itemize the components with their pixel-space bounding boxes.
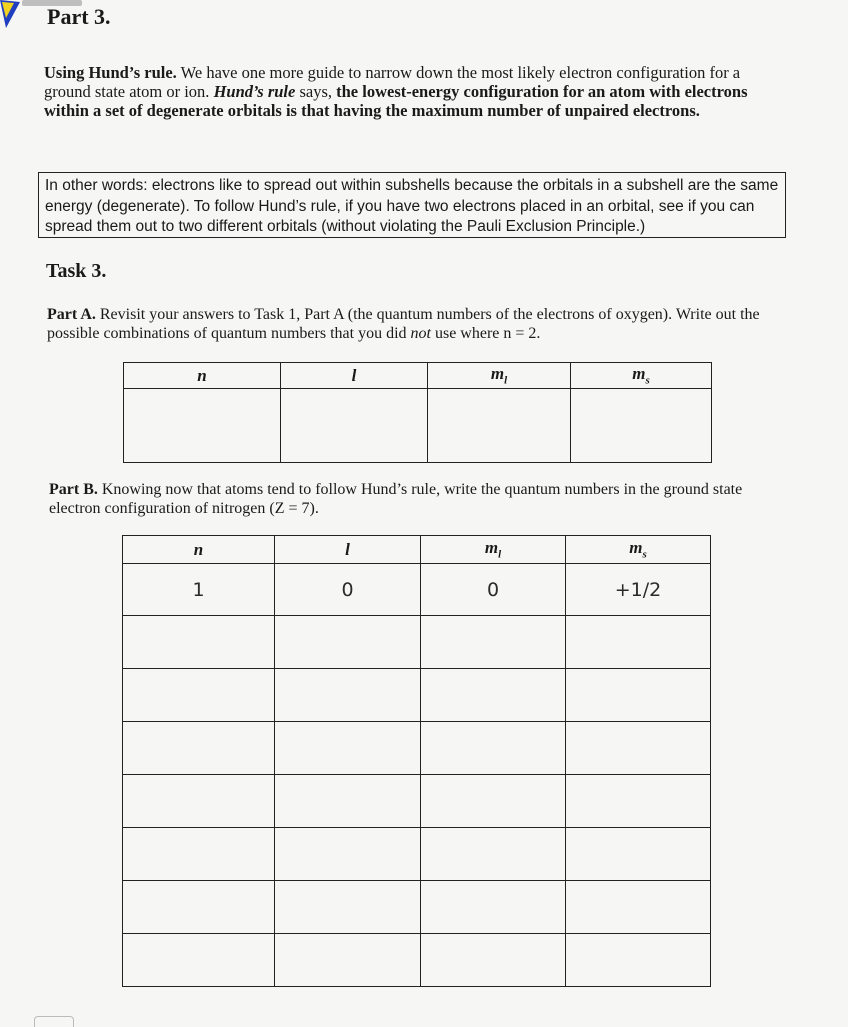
part-b-row-5 xyxy=(123,775,711,828)
part-b-row-6 xyxy=(123,828,711,881)
part-b-cell-n[interactable] xyxy=(123,669,275,722)
part-a-header-row xyxy=(124,363,712,389)
part-b-cell-n[interactable] xyxy=(123,775,275,828)
part-b-cell-ms[interactable] xyxy=(566,828,711,881)
part-b-table xyxy=(122,535,711,987)
part-b-cell-ml[interactable] xyxy=(421,775,566,828)
part-b-row-1 xyxy=(123,564,711,616)
part-b-cell-ms[interactable] xyxy=(566,881,711,934)
part-a-table xyxy=(123,362,712,463)
part-a-cell-n[interactable] xyxy=(124,389,281,463)
part-b-cell-l[interactable] xyxy=(275,934,421,987)
part-b-text-1: Knowing now that atoms tend to follow Hund’s rule, write the quantum numbers in the ground state electron configuration of nitrogen (Z = 7). xyxy=(49,481,743,517)
part-b-cell-ml[interactable] xyxy=(421,616,566,669)
part-b-cell-n[interactable] xyxy=(123,828,275,881)
part-b-cell-l[interactable] xyxy=(275,775,421,828)
part-a-label: Part A. xyxy=(47,306,96,323)
part-a-cell-l[interactable] xyxy=(281,389,428,463)
part-b-row-7 xyxy=(123,881,711,934)
header-ms: $m_s$ xyxy=(571,363,712,389)
part-b-cell-l[interactable] xyxy=(275,881,421,934)
part-a-emph: not xyxy=(410,325,431,342)
intro-text-2: says, xyxy=(295,82,337,101)
part-b-label: Part B. xyxy=(49,481,98,498)
part-b-cell-n[interactable] xyxy=(123,722,275,775)
part-a-cell-ml[interactable] xyxy=(428,389,571,463)
part-b-cell-ms[interactable] xyxy=(566,669,711,722)
part-a-cell-ms[interactable] xyxy=(571,389,712,463)
part-b-cell-n[interactable]: 1 xyxy=(123,564,275,616)
part-b-cell-ms[interactable] xyxy=(566,616,711,669)
part-b-row-8 xyxy=(123,934,711,987)
header-l: l xyxy=(275,536,421,564)
part-b-row-2 xyxy=(123,616,711,669)
header-n: n xyxy=(123,536,275,564)
part-b-cell-l[interactable] xyxy=(275,616,421,669)
part-b-cell-ml[interactable] xyxy=(421,881,566,934)
part-b-cell-ml[interactable] xyxy=(421,934,566,987)
hunds-rule-intro xyxy=(44,63,784,120)
part-b-row-4 xyxy=(123,722,711,775)
header-n: n xyxy=(124,363,281,389)
task-title: Task 3. xyxy=(46,260,107,282)
header-ml: $m_l$ xyxy=(428,363,571,389)
in-other-words-box: In other words: electrons like to spread out within subshells because the orbitals in a subshell are the same energy (degenerate). To follow Hund’s rule, if you have two electrons placed in an orbital, see if you can spread them out to two different orbitals (without violating the Pauli Exclusion Principle.) xyxy=(38,172,786,238)
part-b-cell-n[interactable] xyxy=(123,616,275,669)
intro-bold-statement: the lowest-energy configuration for an atom with electrons within a set of degenerate orbitals is that having the maximum number of unpaired electrons. xyxy=(44,82,748,120)
part-b-cell-l[interactable]: 0 xyxy=(275,564,421,616)
part-b-header-row xyxy=(123,536,711,564)
page-tab xyxy=(34,1016,74,1027)
part-b-cell-ms[interactable] xyxy=(566,775,711,828)
part-b-cell-ms[interactable] xyxy=(566,722,711,775)
intro-text-1: We have one more guide to narrow down the most likely electron configuration for a ground state atom or ion. xyxy=(44,63,741,101)
intro-lead: Using Hund’s rule. xyxy=(44,63,177,82)
part-b-cell-l[interactable] xyxy=(275,722,421,775)
part-b-cell-n[interactable] xyxy=(123,934,275,987)
corner-mark-icon xyxy=(0,0,22,30)
part-a-answer-row xyxy=(124,389,712,463)
header-ml: $m_l$ xyxy=(421,536,566,564)
part-a-n-eq: n = 2. xyxy=(503,325,541,342)
part-b-cell-ms[interactable] xyxy=(566,934,711,987)
part-b-cell-l[interactable] xyxy=(275,828,421,881)
part-b-cell-ms[interactable]: +1/2 xyxy=(566,564,711,616)
part-a-text-2: use where xyxy=(430,325,504,342)
header-ms: $m_s$ xyxy=(566,536,711,564)
part-a-prompt xyxy=(47,305,782,343)
part-a-text-1: Revisit your answers to Task 1, Part A (the quantum numbers of the electrons of oxygen). Write out the possible combinations of quantum numbers that you did xyxy=(47,306,760,342)
part-b-cell-ml[interactable] xyxy=(421,722,566,775)
part-b-cell-ml[interactable]: 0 xyxy=(421,564,566,616)
part-b-cell-n[interactable] xyxy=(123,881,275,934)
part-b-prompt xyxy=(49,480,774,518)
header-l: l xyxy=(281,363,428,389)
part-b-row-3 xyxy=(123,669,711,722)
part-b-cell-ml[interactable] xyxy=(421,828,566,881)
part-b-cell-ml[interactable] xyxy=(421,669,566,722)
intro-rule-name: Hund’s rule xyxy=(213,82,296,101)
part-b-cell-l[interactable] xyxy=(275,669,421,722)
part-title: Part 3. xyxy=(47,4,111,29)
